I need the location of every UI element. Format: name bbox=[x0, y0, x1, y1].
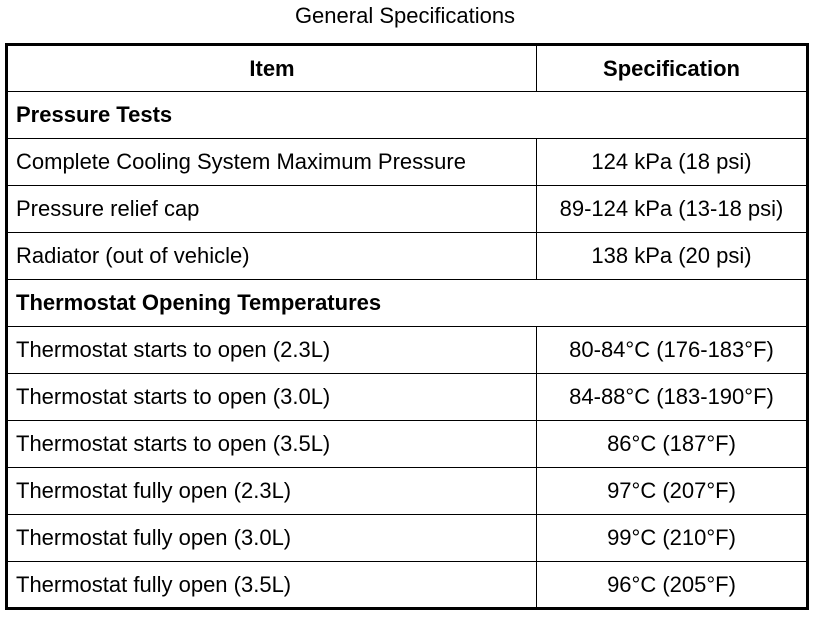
item-cell: Thermostat fully open (3.0L) bbox=[7, 515, 537, 562]
table-row bbox=[7, 468, 808, 515]
table-row bbox=[7, 139, 808, 186]
item-cell: Thermostat fully open (2.3L) bbox=[7, 468, 537, 515]
header-row bbox=[7, 45, 808, 92]
item-cell: Thermostat starts to open (3.0L) bbox=[7, 374, 537, 421]
item-cell: Thermostat fully open (3.5L) bbox=[7, 562, 537, 609]
table-row bbox=[7, 327, 808, 374]
specification-cell: 96°C (205°F) bbox=[537, 562, 808, 609]
table-row bbox=[7, 186, 808, 233]
item-cell: Pressure relief cap bbox=[7, 186, 537, 233]
specification-cell: 86°C (187°F) bbox=[537, 421, 808, 468]
specifications-table bbox=[5, 43, 809, 610]
section-row bbox=[7, 280, 808, 327]
specification-cell: 97°C (207°F) bbox=[537, 468, 808, 515]
column-header-item: Item bbox=[7, 45, 537, 92]
table-title: General Specifications bbox=[294, 3, 516, 28]
specification-cell: 80-84°C (176-183°F) bbox=[537, 327, 808, 374]
item-cell: Radiator (out of vehicle) bbox=[7, 233, 537, 280]
table-row bbox=[7, 562, 808, 609]
section-heading-thermostat-opening-temperatures: Thermostat Opening Temperatures bbox=[7, 280, 808, 327]
item-cell: Complete Cooling System Maximum Pressure bbox=[7, 139, 537, 186]
item-cell: Thermostat starts to open (3.5L) bbox=[7, 421, 537, 468]
table-row bbox=[7, 374, 808, 421]
item-cell: Thermostat starts to open (2.3L) bbox=[7, 327, 537, 374]
specification-cell: 138 kPa (20 psi) bbox=[537, 233, 808, 280]
specification-cell: 89-124 kPa (13-18 psi) bbox=[537, 186, 808, 233]
specification-cell: 84-88°C (183-190°F) bbox=[537, 374, 808, 421]
table-row bbox=[7, 515, 808, 562]
table-row bbox=[7, 233, 808, 280]
section-heading-pressure-tests: Pressure Tests bbox=[7, 92, 808, 139]
section-row bbox=[7, 92, 808, 139]
table-row bbox=[7, 421, 808, 468]
specification-cell: 124 kPa (18 psi) bbox=[537, 139, 808, 186]
column-header-specification: Specification bbox=[537, 45, 808, 92]
specification-cell: 99°C (210°F) bbox=[537, 515, 808, 562]
